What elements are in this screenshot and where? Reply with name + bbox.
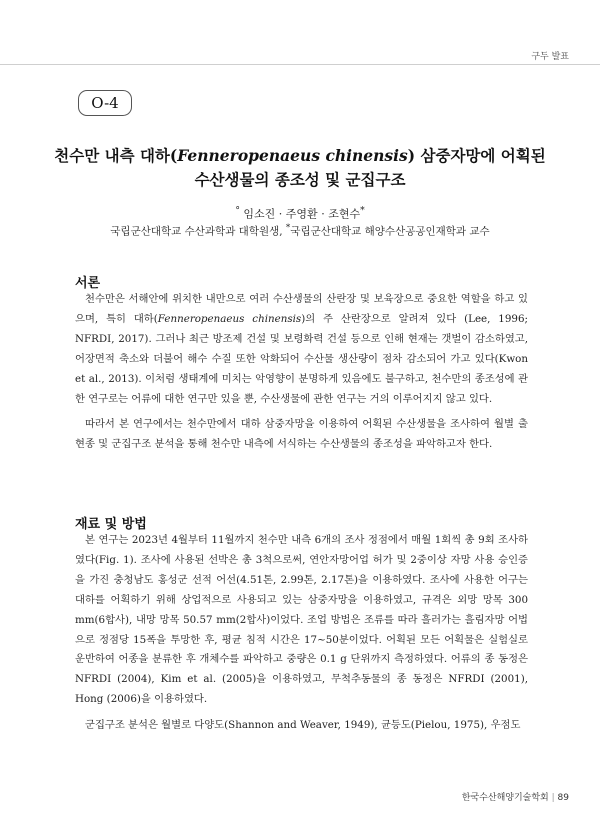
page-number: 89 bbox=[557, 793, 569, 803]
section-heading-intro: 서론 bbox=[75, 276, 101, 291]
paragraph: 군집구조 분석은 월별로 다양도(Shannon and Weaver, 1949), 균등도(Pielou, 1975), 우점도 bbox=[85, 719, 521, 732]
title-line-2: 수산생물의 종조성 및 군집구조 bbox=[194, 170, 406, 189]
section-body-intro bbox=[75, 290, 528, 455]
title-species-name: Fenneropenaeus chinensis bbox=[177, 146, 408, 165]
affiliation bbox=[40, 223, 560, 239]
title-line-1 bbox=[50, 144, 550, 168]
section-heading-methods: 재료 및 방법 bbox=[75, 517, 147, 532]
author-separator: · bbox=[321, 207, 325, 221]
author-separator: · bbox=[278, 207, 283, 221]
presenter-marker: ° bbox=[235, 205, 240, 216]
intro-p1-post: )의 주 산란장으로 알려져 있다 (Lee, 1996; NFRDI, 2017). 그러나 최근 방조제 건설 및 보령화력 건설 등으로 인해 현재는 갯벌이 감소하였고, 어장면적 축소와 더불어 해수 수질 또한 악화되어 수산물 생산량이 점차 감소되어 가고 있다(Kwon et al., 2013). 이처럼 생태계에 미치는 악영향이 분명하게 있음에도 불구하고, 천수만의 종조성에 관한 연구로는 어류에 대한 연구만 있을 뿐, 수산생물에 관한 연구는 거의 이루어지지 않고 있다. bbox=[75, 312, 528, 405]
section-body-methods bbox=[75, 531, 528, 736]
paragraph: 본 연구는 2023년 4월부터 11월까지 천수만 내측 6개의 조사 정점에서 매월 1회씩 총 9회 조사하였다(Fig. 1). 조사에 사용된 선박은 총 3척으로써, 연안자망어업 허가 및 2중이상 자망 사용 승인증을 가진 충청남도 홍성군 선적 어선(4.51톤, 2.99톤, 2.17톤)을 이용하였다. 조사에 사용한 어구는 대하를 어획하기 위해 상업적으로 사용되고 있는 삼중자망을 이용하였고, 규격은 외망 망목 300 mm(6합사), 내망 망목 50.57 mm(2합사)이었다. 조업 방법은 조류를 따라 흘러가는 흘림자망 어법으로 정점당 15폭을 투망한 후, 평균 침적 시간은 17∼50분이었다. 어획된 모든 어획물은 실험실로 운반하여 어종을 분류한 후 개체수를 파악하고 중량은 0.1 g 단위까지 측정하였다. 어류의 종 동정은 NFRDI (2004), Kim et al. (2005)을 이용하였고, 무척추동물의 종 동정은 NFRDI (2001), Hong (2006)을 이용하였다. bbox=[75, 534, 528, 706]
intro-p1-pre: 천수만은 서해안에 위치한 내만으로 여러 수산생물의 산란장 및 보육장으로 중요한 역할을 하고 있으며, 특히 대하( bbox=[75, 293, 528, 325]
author-3: 조현수 bbox=[328, 207, 361, 221]
footer-separator: | bbox=[551, 793, 555, 803]
author-2: 주영환 bbox=[285, 207, 318, 221]
page-footer bbox=[462, 790, 569, 803]
paper-title bbox=[50, 144, 550, 192]
header-divider bbox=[0, 64, 600, 65]
affiliation-1: 국립군산대학교 수산과학과 대학원생, bbox=[110, 225, 286, 238]
paragraph bbox=[75, 290, 528, 409]
affiliation-2: 국립군산대학교 해양수산공공인재학과 교수 bbox=[290, 225, 490, 238]
title-line1-post: ) 삼중자망에 어획된 bbox=[407, 146, 546, 165]
title-line1-pre: 천수만 내측 대하( bbox=[54, 146, 178, 165]
corresponding-marker: * bbox=[360, 205, 365, 216]
author-list bbox=[50, 205, 550, 222]
intro-species-name: Fenneropenaeus chinensis bbox=[157, 312, 302, 325]
affiliation-marker: * bbox=[285, 223, 291, 233]
section-header-label: 구두 발표 bbox=[531, 52, 569, 62]
paragraph: 따라서 본 연구에서는 천수만에서 대하 삼중자망을 이용하여 어획된 수산생물을 조사하여 월별 출현종 및 군집구조 분석을 통해 천수만 내측에 서식하는 수산생물의 종조성을 파악하고자 한다. bbox=[75, 418, 528, 451]
author-1: 임소진 bbox=[243, 207, 276, 221]
presentation-code-badge: O-4 bbox=[78, 90, 132, 116]
footer-society-name: 한국수산해양기술학회 bbox=[461, 793, 549, 803]
